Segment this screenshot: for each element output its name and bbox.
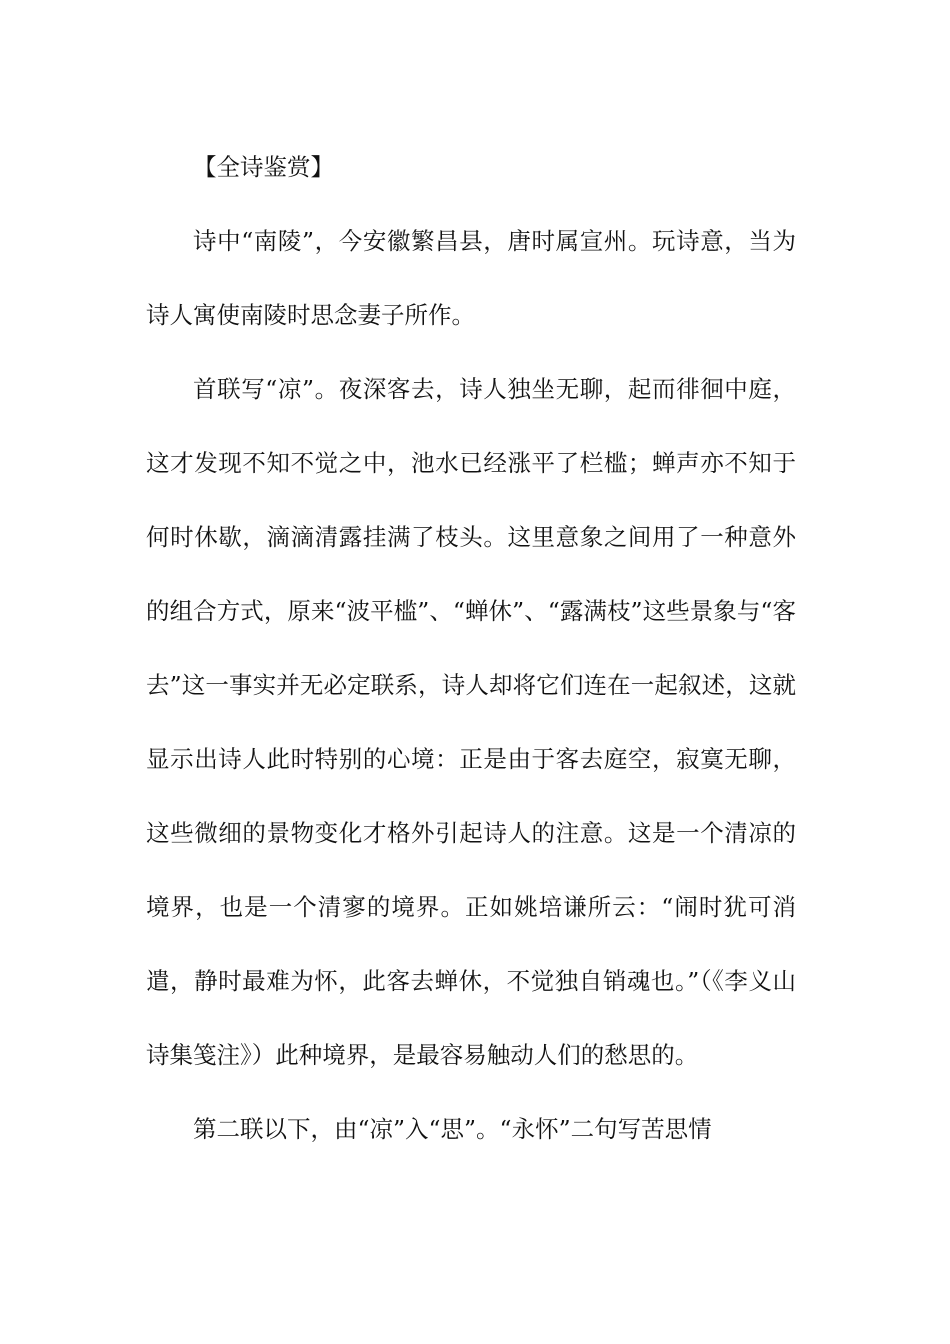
paragraph-2: 首联写“凉”。夜深客去，诗人独坐无聊，起而徘徊中庭，这才发现不知不觉之中，池水已经涨平了栏槛；蝉声亦不知于何时休歇，滴滴清露挂满了枝头。这里意象之间用了一种意外的组合方式，原来“波平槛”、“蝉休”、“露满枝”这些景象与“客去”这一事实并无必定联系，诗人却将它们连在一起叙述，这就显示出诗人此时特别的心境：正是由于客去庭空，寂寞无聊，这些微细的景物变化才格外引起诗人的注意。这是一个清凉的境界，也是一个清寥的境界。正如姚培谦所云：“闹时犹可消遣，静时最难为怀，此客去蝉休，不觉独自销魂也。”（《李义山诗集笺注》）此种境界，是最容易触动人们的愁思的。 — [146, 375, 796, 1069]
document-body — [146, 130, 796, 1166]
paragraph-3: 第二联以下，由“凉”入“思”。“永怀”二句写苦思情 — [193, 1115, 712, 1143]
section-heading: 【全诗鉴赏】 — [193, 153, 334, 181]
paragraph-1: 诗中“南陵”，今安徽繁昌县，唐时属宣州。玩诗意，当为诗人寓使南陵时思念妻子所作。 — [146, 227, 796, 329]
